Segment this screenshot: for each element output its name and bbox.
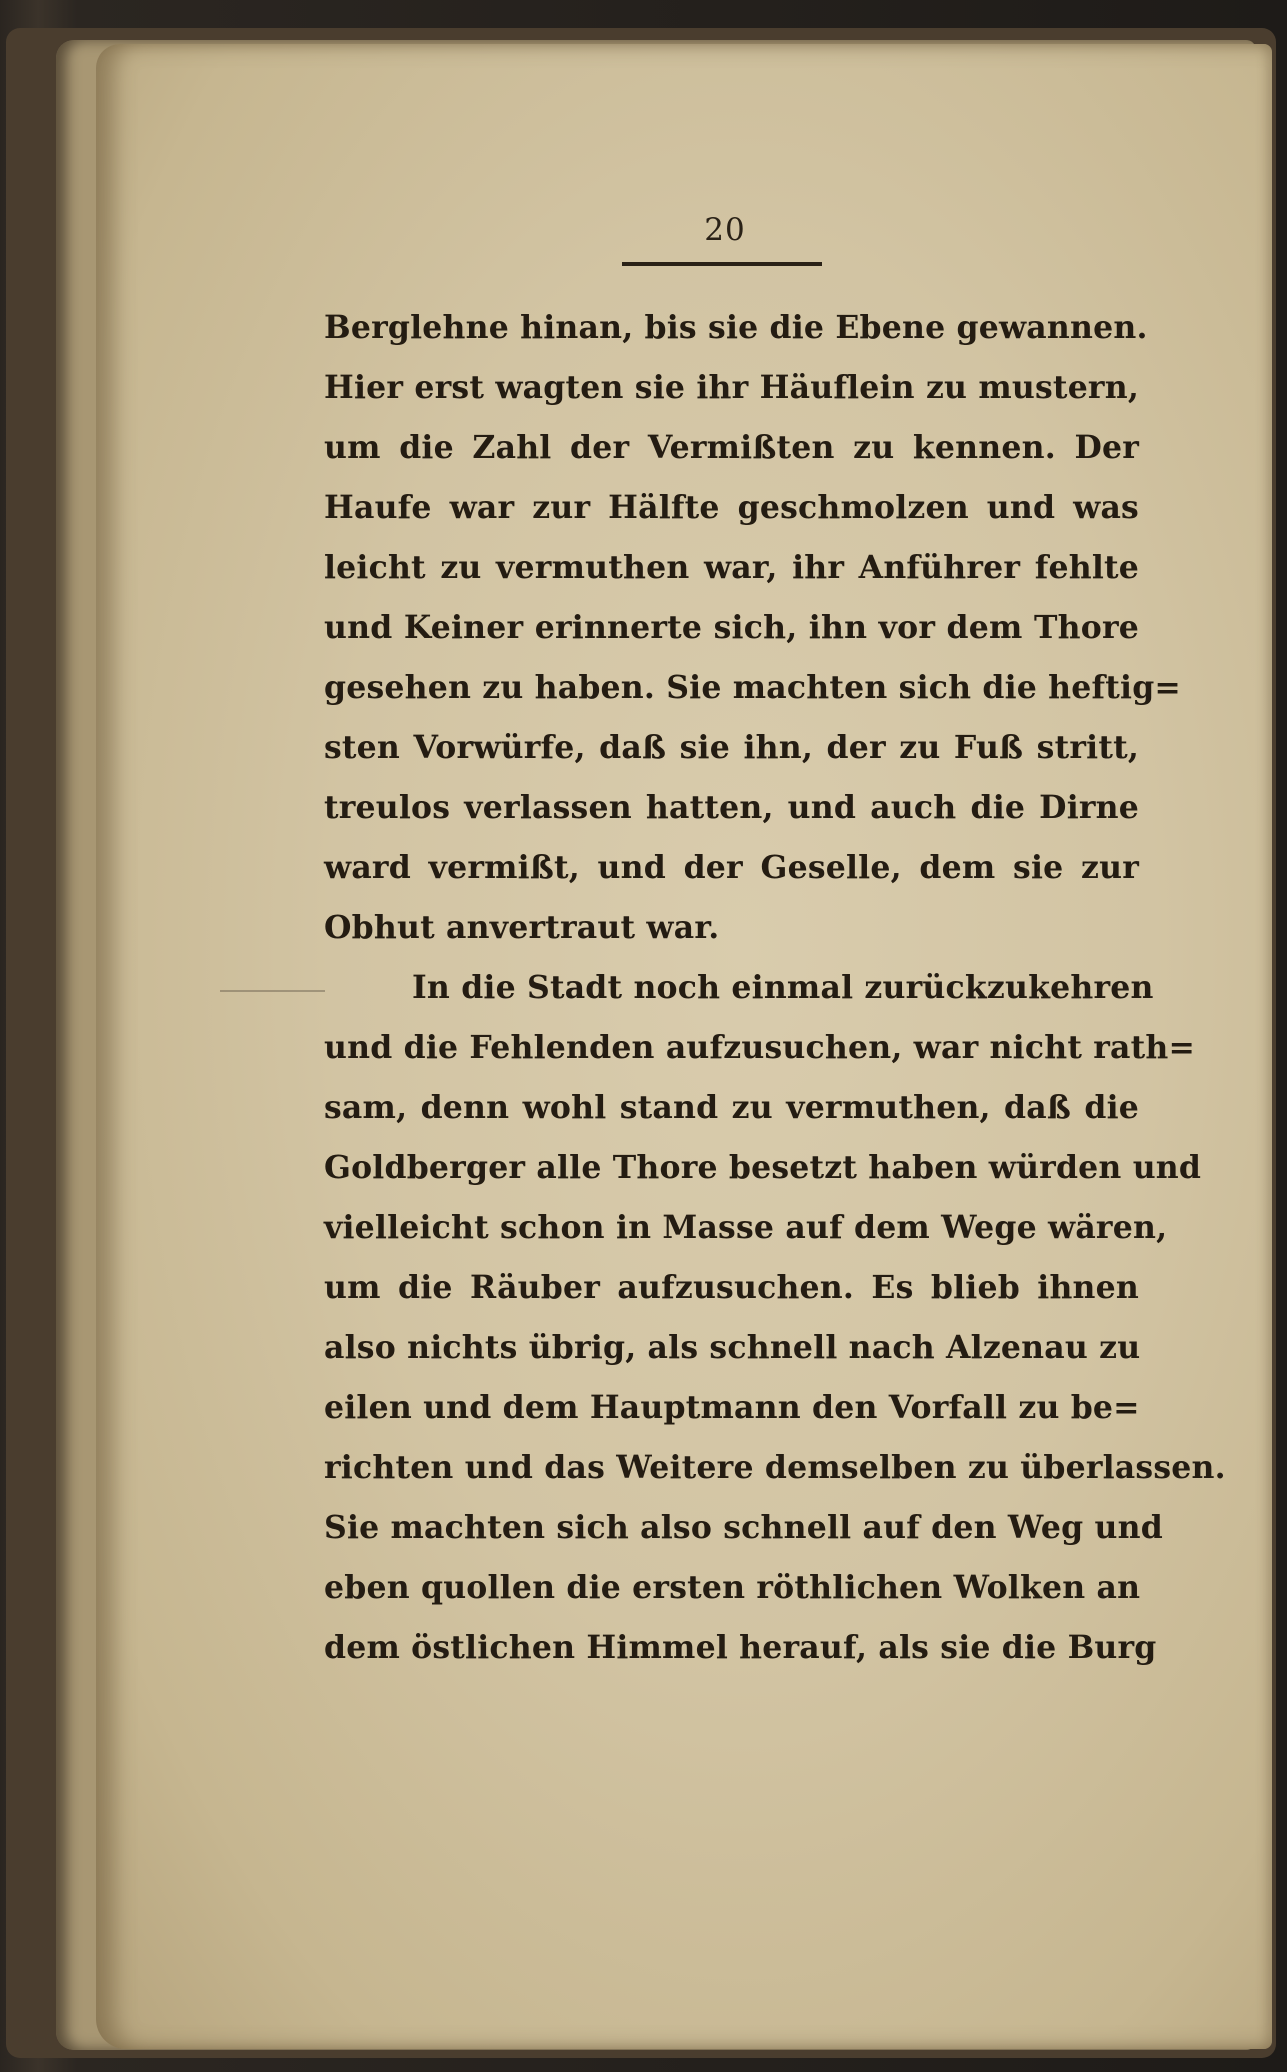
text-line: ward vermißt, und der Geselle, dem sie zur [324, 849, 1139, 886]
text-line-paragraph-end: Obhut anvertraut war. [324, 909, 720, 946]
pencil-mark [220, 990, 325, 992]
text-line: sam, denn wohl stand zu vermuthen, daß die [324, 1089, 1139, 1126]
text-line: sten Vorwürfe, daß sie ihn, der zu Fuß stritt, [324, 729, 1139, 766]
text-line: eben quollen die ersten röthlichen Wolken an [324, 1569, 1141, 1606]
text-line: Haufe war zur Hälfte geschmolzen und was [324, 489, 1139, 526]
text-line: Hier erst wagten sie ihr Häuflein zu mustern, [324, 369, 1139, 406]
page-number: 20 [704, 212, 746, 248]
text-line: richten und das Weitere demselben zu überlassen. [324, 1449, 1226, 1486]
text-line-paragraph-start: In die Stadt noch einmal zurückzukehren [412, 969, 1154, 1006]
text-line: leicht zu vermuthen war, ihr Anführer fehlte [324, 549, 1139, 586]
text-line: Berglehne hinan, bis sie die Ebene gewannen. [324, 309, 1148, 346]
text-line: eilen und dem Hauptmann den Vorfall zu be= [324, 1389, 1140, 1426]
text-line: und die Fehlenden aufzusuchen, war nicht rath= [324, 1029, 1196, 1066]
text-line: und Keiner erinnerte sich, ihn vor dem Thore [324, 609, 1139, 646]
text-line: um die Räuber aufzusuchen. Es blieb ihnen [324, 1269, 1139, 1306]
text-line: gesehen zu haben. Sie machten sich die heftig= [324, 669, 1182, 706]
text-line: treulos verlassen hatten, und auch die Dirne [324, 789, 1139, 826]
text-line: Goldberger alle Thore besetzt haben würden und [324, 1149, 1202, 1186]
body-text [324, 298, 1226, 1678]
text-line: um die Zahl der Vermißten zu kennen. Der [324, 429, 1139, 466]
text-line: vielleicht schon in Masse auf dem Wege wären, [324, 1209, 1168, 1246]
text-line: dem östlichen Himmel herauf, als sie die Burg [324, 1629, 1157, 1666]
text-line: Sie machten sich also schnell auf den Weg und [324, 1509, 1163, 1546]
header-rule [622, 262, 822, 266]
text-line: also nichts übrig, als schnell nach Alzenau zu [324, 1329, 1141, 1366]
